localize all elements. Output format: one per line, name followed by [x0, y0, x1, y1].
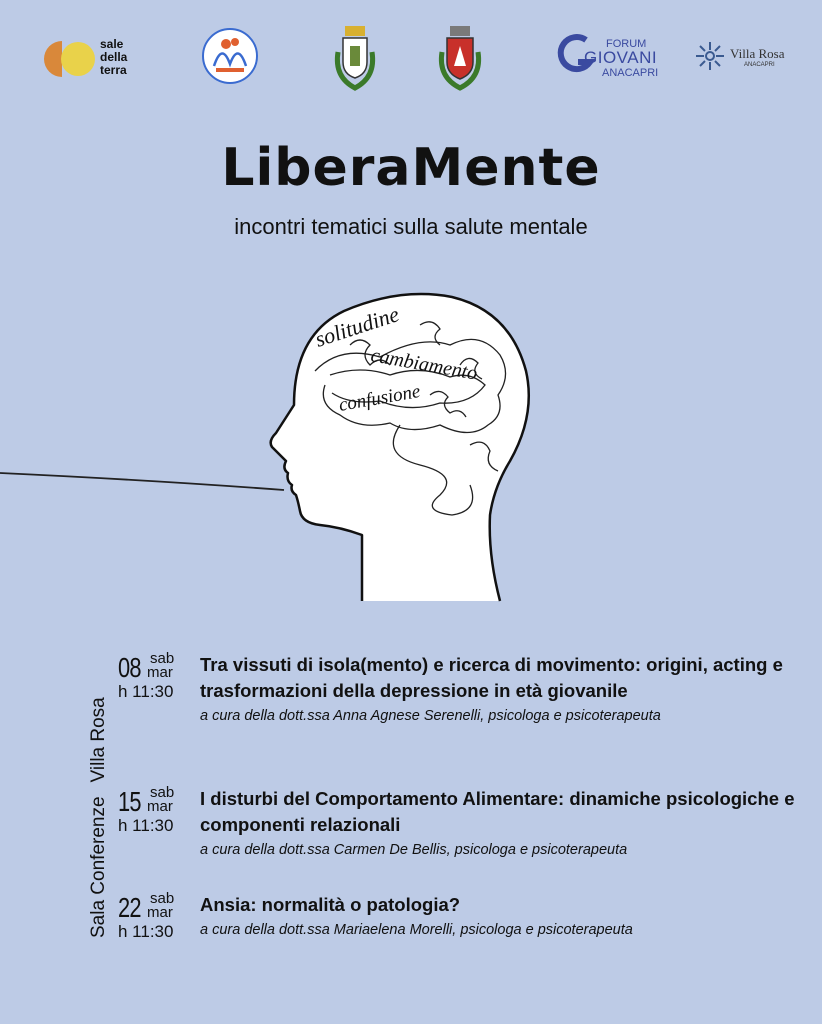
- sale-della-terra-mark: [44, 36, 144, 86]
- event-title: I disturbi del Comportamento Alimentare: dinamiche psicologiche e componenti relazionali: [200, 788, 795, 835]
- event-speaker: a cura della dott.ssa Anna Agnese Serenelli, psicologa e psicoterapeuta: [200, 708, 661, 724]
- event-day: 08: [118, 652, 141, 683]
- page-title: LiberaMente: [221, 138, 601, 198]
- page-subtitle: incontri tematici sulla salute mentale: [234, 214, 588, 239]
- venue-room: Sala Conferenze: [88, 796, 109, 938]
- event-title: Tra vissuti di isola(mento) e ricerca di movimento: origini, acting e trasformazioni della depressione in età giovanile: [200, 654, 783, 701]
- municipal-crest-2: [434, 22, 486, 96]
- villa-rosa-sub-text: ANACAPRI: [744, 62, 775, 68]
- event-time: h 11:30: [118, 682, 174, 701]
- event-date: [110, 892, 190, 952]
- villa-rosa-text: Villa Rosa: [730, 46, 785, 61]
- forum-giovani-logo: [556, 32, 666, 82]
- circle-association-logo: [200, 26, 260, 90]
- word-cambiamento: cambiamento: [369, 344, 480, 385]
- sale-della-terra-text: sale della terra: [100, 37, 128, 77]
- event-speaker: a cura della dott.ssa Mariaelena Morelli, psicologa e psicoterapeuta: [200, 922, 633, 938]
- event-title: Ansia: normalità o patologia?: [200, 894, 461, 915]
- event-month: mar: [147, 904, 173, 921]
- word-confusione: confusione: [337, 380, 422, 416]
- event-weekday: sab: [150, 650, 175, 667]
- event-time: h 11:30: [118, 922, 174, 941]
- event-month: mar: [147, 798, 173, 815]
- event-date: [110, 652, 190, 712]
- event-date: [110, 786, 190, 846]
- event-time: h 11:30: [118, 816, 174, 835]
- head-illustration: [0, 275, 822, 610]
- event-speaker: a cura della dott.ssa Carmen De Bellis, psicologa e psicoterapeuta: [200, 842, 628, 858]
- event-weekday: sab: [150, 890, 175, 907]
- municipal-crest-1: [330, 22, 380, 96]
- venue-place: Villa Rosa: [88, 697, 109, 783]
- forum-text: FORUM: [606, 38, 647, 50]
- villa-rosa-logo: [694, 40, 794, 80]
- word-solitudine: solitudine: [311, 301, 403, 352]
- anacapri-text: ANACAPRI: [602, 67, 659, 79]
- sale-della-terra-logo: [44, 36, 144, 86]
- event-day: 15: [118, 786, 141, 817]
- event-day: 22: [118, 892, 141, 923]
- event-weekday: sab: [150, 784, 175, 801]
- giovani-text: GIOVANI: [584, 48, 658, 67]
- event-month: mar: [147, 664, 173, 681]
- venue-label: [88, 683, 110, 938]
- logos-row: [0, 22, 822, 102]
